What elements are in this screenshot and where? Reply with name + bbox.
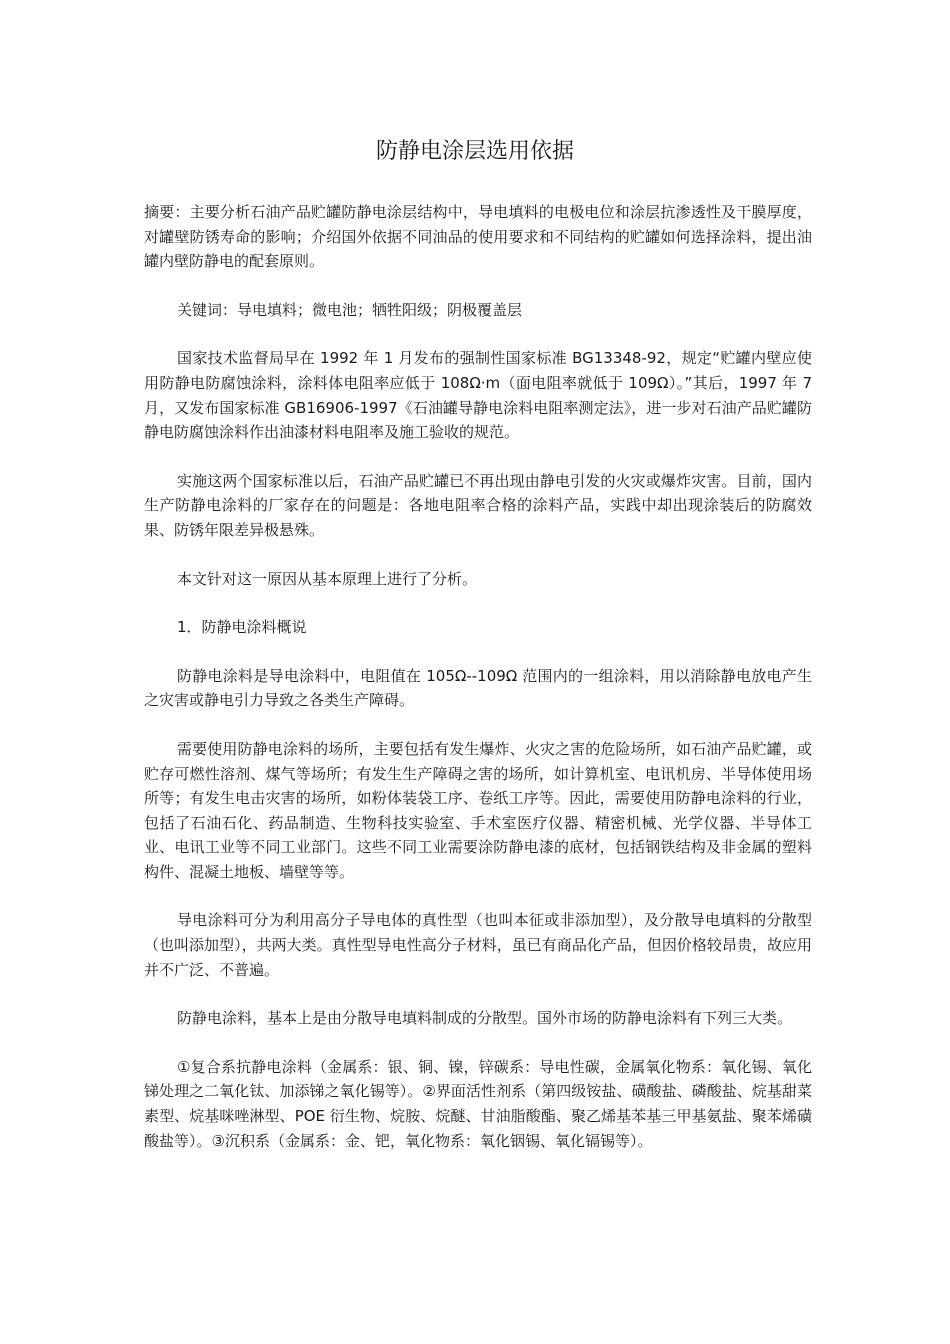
keywords-paragraph: 关键词：导电填料；微电池；牺牲阳级；阴极覆盖层 [177,300,523,319]
body-paragraph: 本文针对这一原因从基本原理上进行了分析。 [177,569,478,588]
document-title: 防静电涂层选用依据 [375,139,574,164]
abstract-paragraph: 摘要：主要分析石油产品贮罐防静电涂层结构中，导电填料的电极电位和涂层抗渗透性及干膜厚度，对罐壁防锈寿命的影响；介绍国外依据不同油品的使用要求和不同结构的贮罐如何选择涂料，提出油罐内壁防静电的配套原则。 [144,203,812,271]
body-paragraph: ①复合系抗静电涂料（金属系：银、铜、镍，锌碳系：导电性碳，金属氧化物系：氧化锡、氧化锑处理之二氧化钛、加添锑之氧化锡等）。②界面活性剂系（第四级铵盐、磺酸盐、磷酸盐、烷基甜菜素型、烷基咪唑淋型、POE 衍生物、烷胺、烷醚、甘油脂酸酯、聚乙烯基苯基三甲基氨盐、聚苯烯磺酸盐等）。③沉积系（金属系：金、钯，氧化物系：氧化铟锡、氧化镉锡等）。 [144,1057,812,1150]
body-paragraph: 防静电涂料是导电涂料中，电阻值在 105Ω--109Ω 范围内的一组涂料，用以消除静电放电产生之灾害或静电引力导致之各类生产障碍。 [144,666,812,710]
body-paragraph: 防静电涂料，基本上是由分散导电填料制成的分散型。国外市场的防静电涂料有下列三大类。 [177,1009,793,1028]
body-paragraph: 需要使用防静电涂料的场所，主要包括有发生爆炸、火灾之害的危险场所，如石油产品贮罐，或贮存可燃性溶剂、煤气等场所；有发生生产障碍之害的场所，如计算机室、电讯机房、半导体使用场所等；有发生电击灾害的场所，如粉体装袋工序、卷纸工序等。因此，需要使用防静电涂料的行业，包括了石油石化、药品制造、生物科技实验室、手术室医疗仪器、精密机械、光学仪器、半导体工业、电讯工业等不同工业部门。这些不同工业需要涂防静电漆的底材，包括钢铁结构及非金属的塑料构件、混凝土地板、墙壁等等。 [144,739,812,881]
body-paragraph: 实施这两个国家标准以后，石油产品贮罐已不再出现由静电引发的火灾或爆炸灾害。目前，国内生产防静电涂料的厂家存在的问题是：各地电阻率合格的涂料产品，实践中却出现涂装后的防腐效果、防锈年限差异极悬殊。 [144,471,812,539]
section-heading: 1．防静电涂料概说 [177,618,307,637]
document-body [144,200,812,1153]
body-paragraph: 导电涂料可分为利用高分子导电体的真性型（也叫本征或非添加型），及分散导电填料的分散型（也叫添加型），共两大类。真性型导电性高分子材料，虽已有商品化产品，但因价格较昂贵，故应用并不广泛、不普遍。 [144,911,812,979]
body-paragraph: 国家技术监督局早在 1992 年 1 月发布的强制性国家标准 BG13348-92，规定“贮罐内壁应使用防静电防腐蚀涂料，涂料体电阻率应低于 108Ω·m（面电阻率就低于 109Ω）。”其后，1997 年 7 月，又发布国家标准 GB16906-1997《石油罐导静电涂料电阻率测定法》，进一步对石油产品贮罐防静电防腐蚀涂料作出油漆材料电阻率及施工验收的规范。 [144,349,812,442]
